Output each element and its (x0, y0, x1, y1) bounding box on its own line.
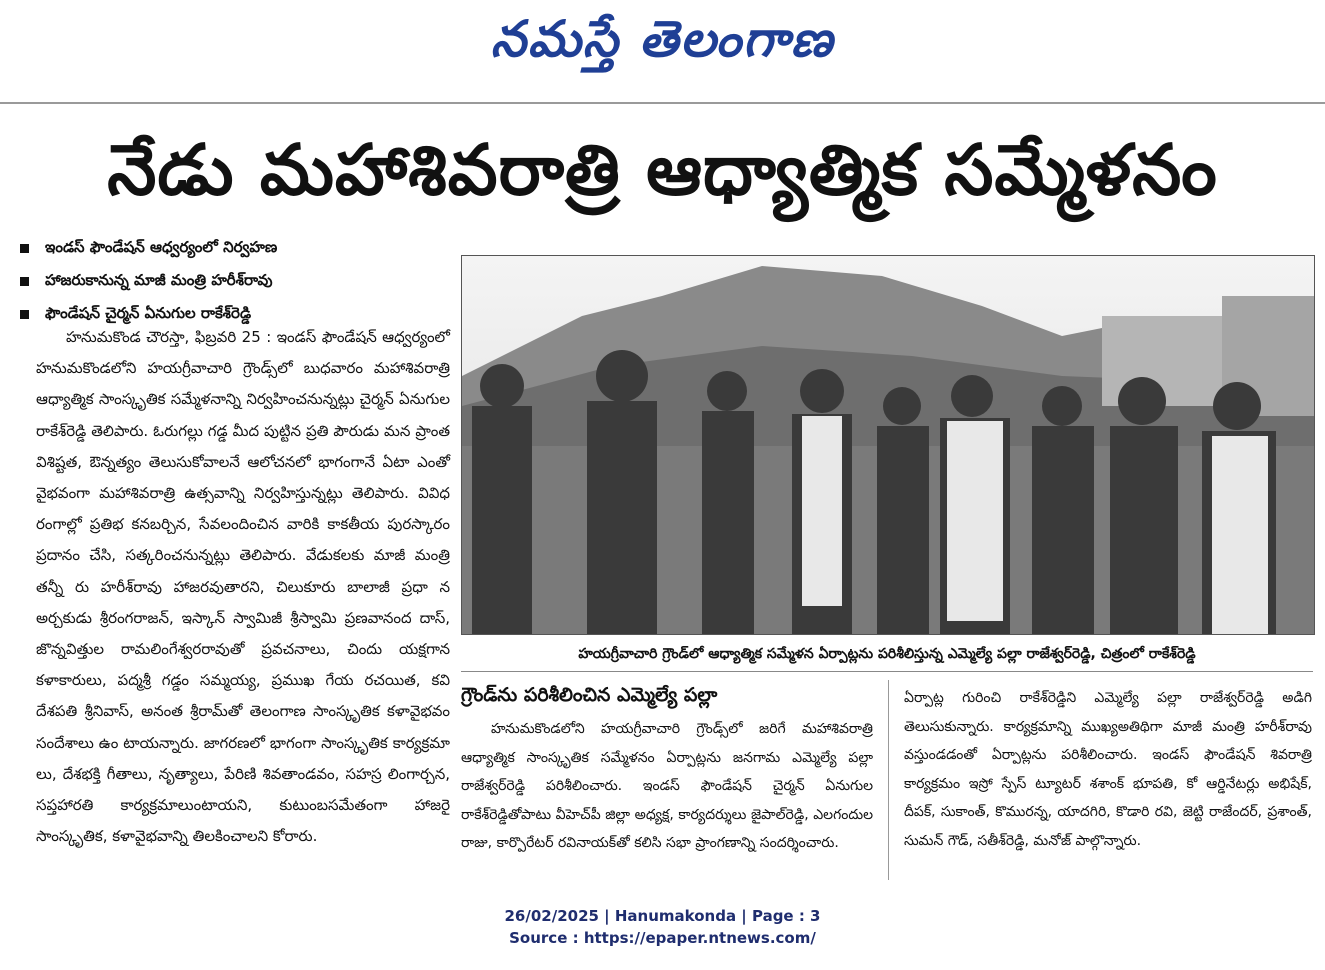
bullet-square-icon (20, 277, 29, 286)
sub-story-column-1 (461, 715, 873, 858)
main-article-body (36, 322, 450, 852)
bullet-list (20, 232, 450, 331)
footer-date-line: 26/02/2025 | Hanumakonda | Page : 3 (504, 907, 821, 925)
newspaper-logo: నమస్తే తెలంగాణ (490, 10, 835, 68)
bullet-square-icon (20, 244, 29, 253)
footer (0, 905, 1325, 949)
masthead-rule (0, 102, 1325, 104)
sub-story-paragraph: హనుమకొండలోని హయగ్రీవాచారి గ్రౌండ్స్‌లో జరిగే మహాశివరాత్రి ఆధ్యాత్మిక సాంస్కృతిక సమ్మేళనం ఏర్పాట్లను జనగామ ఎమ్మెల్యే పల్లా రాజేశ్వర్‌రెడ్డి పరిశీలించారు. ఇండస్ ఫౌండేషన్ చైర్మన్ ఏనుగుల రాకేశ్‌రెడ్డితోపాటు వీహెచ్‌పీ జిల్లా అధ్యక్ష, కార్యదర్శులు జైపాల్‌రెడ్డి, ఎలగందుల రాజు, కార్పొరేటర్ రవినాయక్‌తో కలిసి సభా ప్రాంగణాన్ని సందర్శించారు. (461, 721, 873, 851)
bullet-text: ఇండస్ ఫౌండేషన్ ఆధ్వర్యంలో నిర్వహణ (45, 237, 278, 256)
column-divider (888, 680, 889, 880)
news-photo-illustration (462, 256, 1314, 634)
news-photo (461, 255, 1315, 635)
sub-story-heading: గ్రౌండ్‌ను పరిశీలించిన ఎమ్మెల్యే పల్లా (461, 684, 718, 706)
article-paragraph: హనుమకొండ చౌరస్తా, ఫిబ్రవరి 25 : ఇండస్ ఫౌండేషన్ ఆధ్వర్యంలో హనుమకొండలోని హయగ్రీవాచారి గ్రౌండ్స్‌లో బుధవారం మహాశివరాత్రి ఆధ్యాత్మిక సాంస్కృతిక సమ్మేళనాన్ని నిర్వహించనున్నట్లు చైర్మన్ ఏనుగుల రాకేశ్‌రెడ్డి తెలిపారు. ఓరుగల్లు గడ్డ మీద పుట్టిన ప్రతి పౌరుడు మన ప్రాంత విశిష్టత, ఔన్నత్యం తెలుసుకోవాలనే ఆలోచనలో భాగంగానే ఏటా ఎంతో వైభవంగా మహాశివరాత్రి ఉత్సవాన్ని నిర్వహిస్తున్నట్లు తెలిపారు. వివిధ రంగాల్లో ప్రతిభ కనబర్చిన, సేవలందించిన వారికి కాకతీయ పురస్కారం ప్రదానం చేసి, సత్కరించనున్నట్లు తెలిపారు. వేడుకలకు మాజీ మంత్రి తన్నీ రు హరీశ్‌రావు హాజరవుతారని, చిలుకూరు బాలాజీ ప్రధా న అర్చకుడు శ్రీరంగరాజన్, ఇస్కాన్ స్వామిజీ శ్రీస్వామి ప్రణవానంద దాస్, జొన్నవిత్తుల రామలింగేశ్వరరావుతో ప్రవచనాలు, చిందు యక్షగాన కళాకారులు, పద్మశ్రీ గడ్డం సమ్మయ్య, ప్రముఖ గేయ రచయిత, కవి దేశపతి శ్రీనివాస్, అనంత శ్రీరామ్‌తో తెలంగాణ సాంస్కృతిక కళావైభవం సందేశాలు ఉం టాయన్నారు. జాగరణలో భాగంగా సాంస్కృతిక కార్యక్రమా లు, దేశభక్తి గీతాలు, నృత్యాలు, పేరిణి శివతాండవం, సహస్ర లింగార్చన, సప్తహారతి కార్యక్రమాలుంటాయని, కుటుంబసమేతంగా హాజరై సాంస్కృతిక, కళావైభవాన్ని తిలకించాలని కోరారు. (36, 328, 450, 846)
sub-story-column-2 (904, 684, 1312, 856)
bullet-text: ఫౌండేషన్ చైర్మన్ ఏనుగుల రాకేశ్‌రెడ్డి (45, 303, 252, 322)
footer-source-line[interactable]: Source : https://epaper.ntnews.com/ (509, 929, 816, 947)
bullet-square-icon (20, 310, 29, 319)
bullet-item (20, 232, 450, 265)
photo-caption: హయగ్రీవాచారి గ్రౌండ్‌లో ఆధ్యాత్మిక సమ్మేళన ఏర్పాట్లను పరిశీలిస్తున్న ఎమ్మెల్యే పల్లా రాజేశ్వర్‌రెడ్డి, చిత్రంలో రాకేశ్‌రెడ్డి (461, 637, 1313, 672)
masthead (0, 0, 1325, 100)
bullet-text: హాజరుకానున్న మాజీ మంత్రి హరీశ్‌రావు (45, 270, 273, 289)
headline: నేడు మహాశివరాత్రి ఆధ్యాత్మిక సమ్మేళనం (107, 129, 1218, 211)
sub-story-paragraph: ఏర్పాట్ల గురించి రాకేశ్‌రెడ్డిని ఎమ్మెల్యే పల్లా రాజేశ్వర్‌రెడ్డి అడిగి తెలుసుకున్నారు. కార్యక్రమాన్ని ముఖ్యఅతిథిగా మాజీ మంత్రి హరీశ్‌రావు వస్తుండడంతో ఏర్పాట్లను పరిశీలించారు. ఇండస్ ఫౌండేషన్ శివరాత్రి కార్యక్రమం ఇస్రో స్పేస్ ట్యూటర్ శశాంక్ భూపతి, కో ఆర్డినేటర్లు అభిషేక్, దీపక్, సుకాంత్, కొమురన్న, యాదగిరి, కొడారి రవి, జెట్టి రాజేందర్, ప్రశాంత్, సుమన్ గౌడ్, సతీశ్‌రెడ్డి, మనోజ్ పాల్గొన్నారు. (904, 690, 1312, 849)
bullet-item (20, 265, 450, 298)
